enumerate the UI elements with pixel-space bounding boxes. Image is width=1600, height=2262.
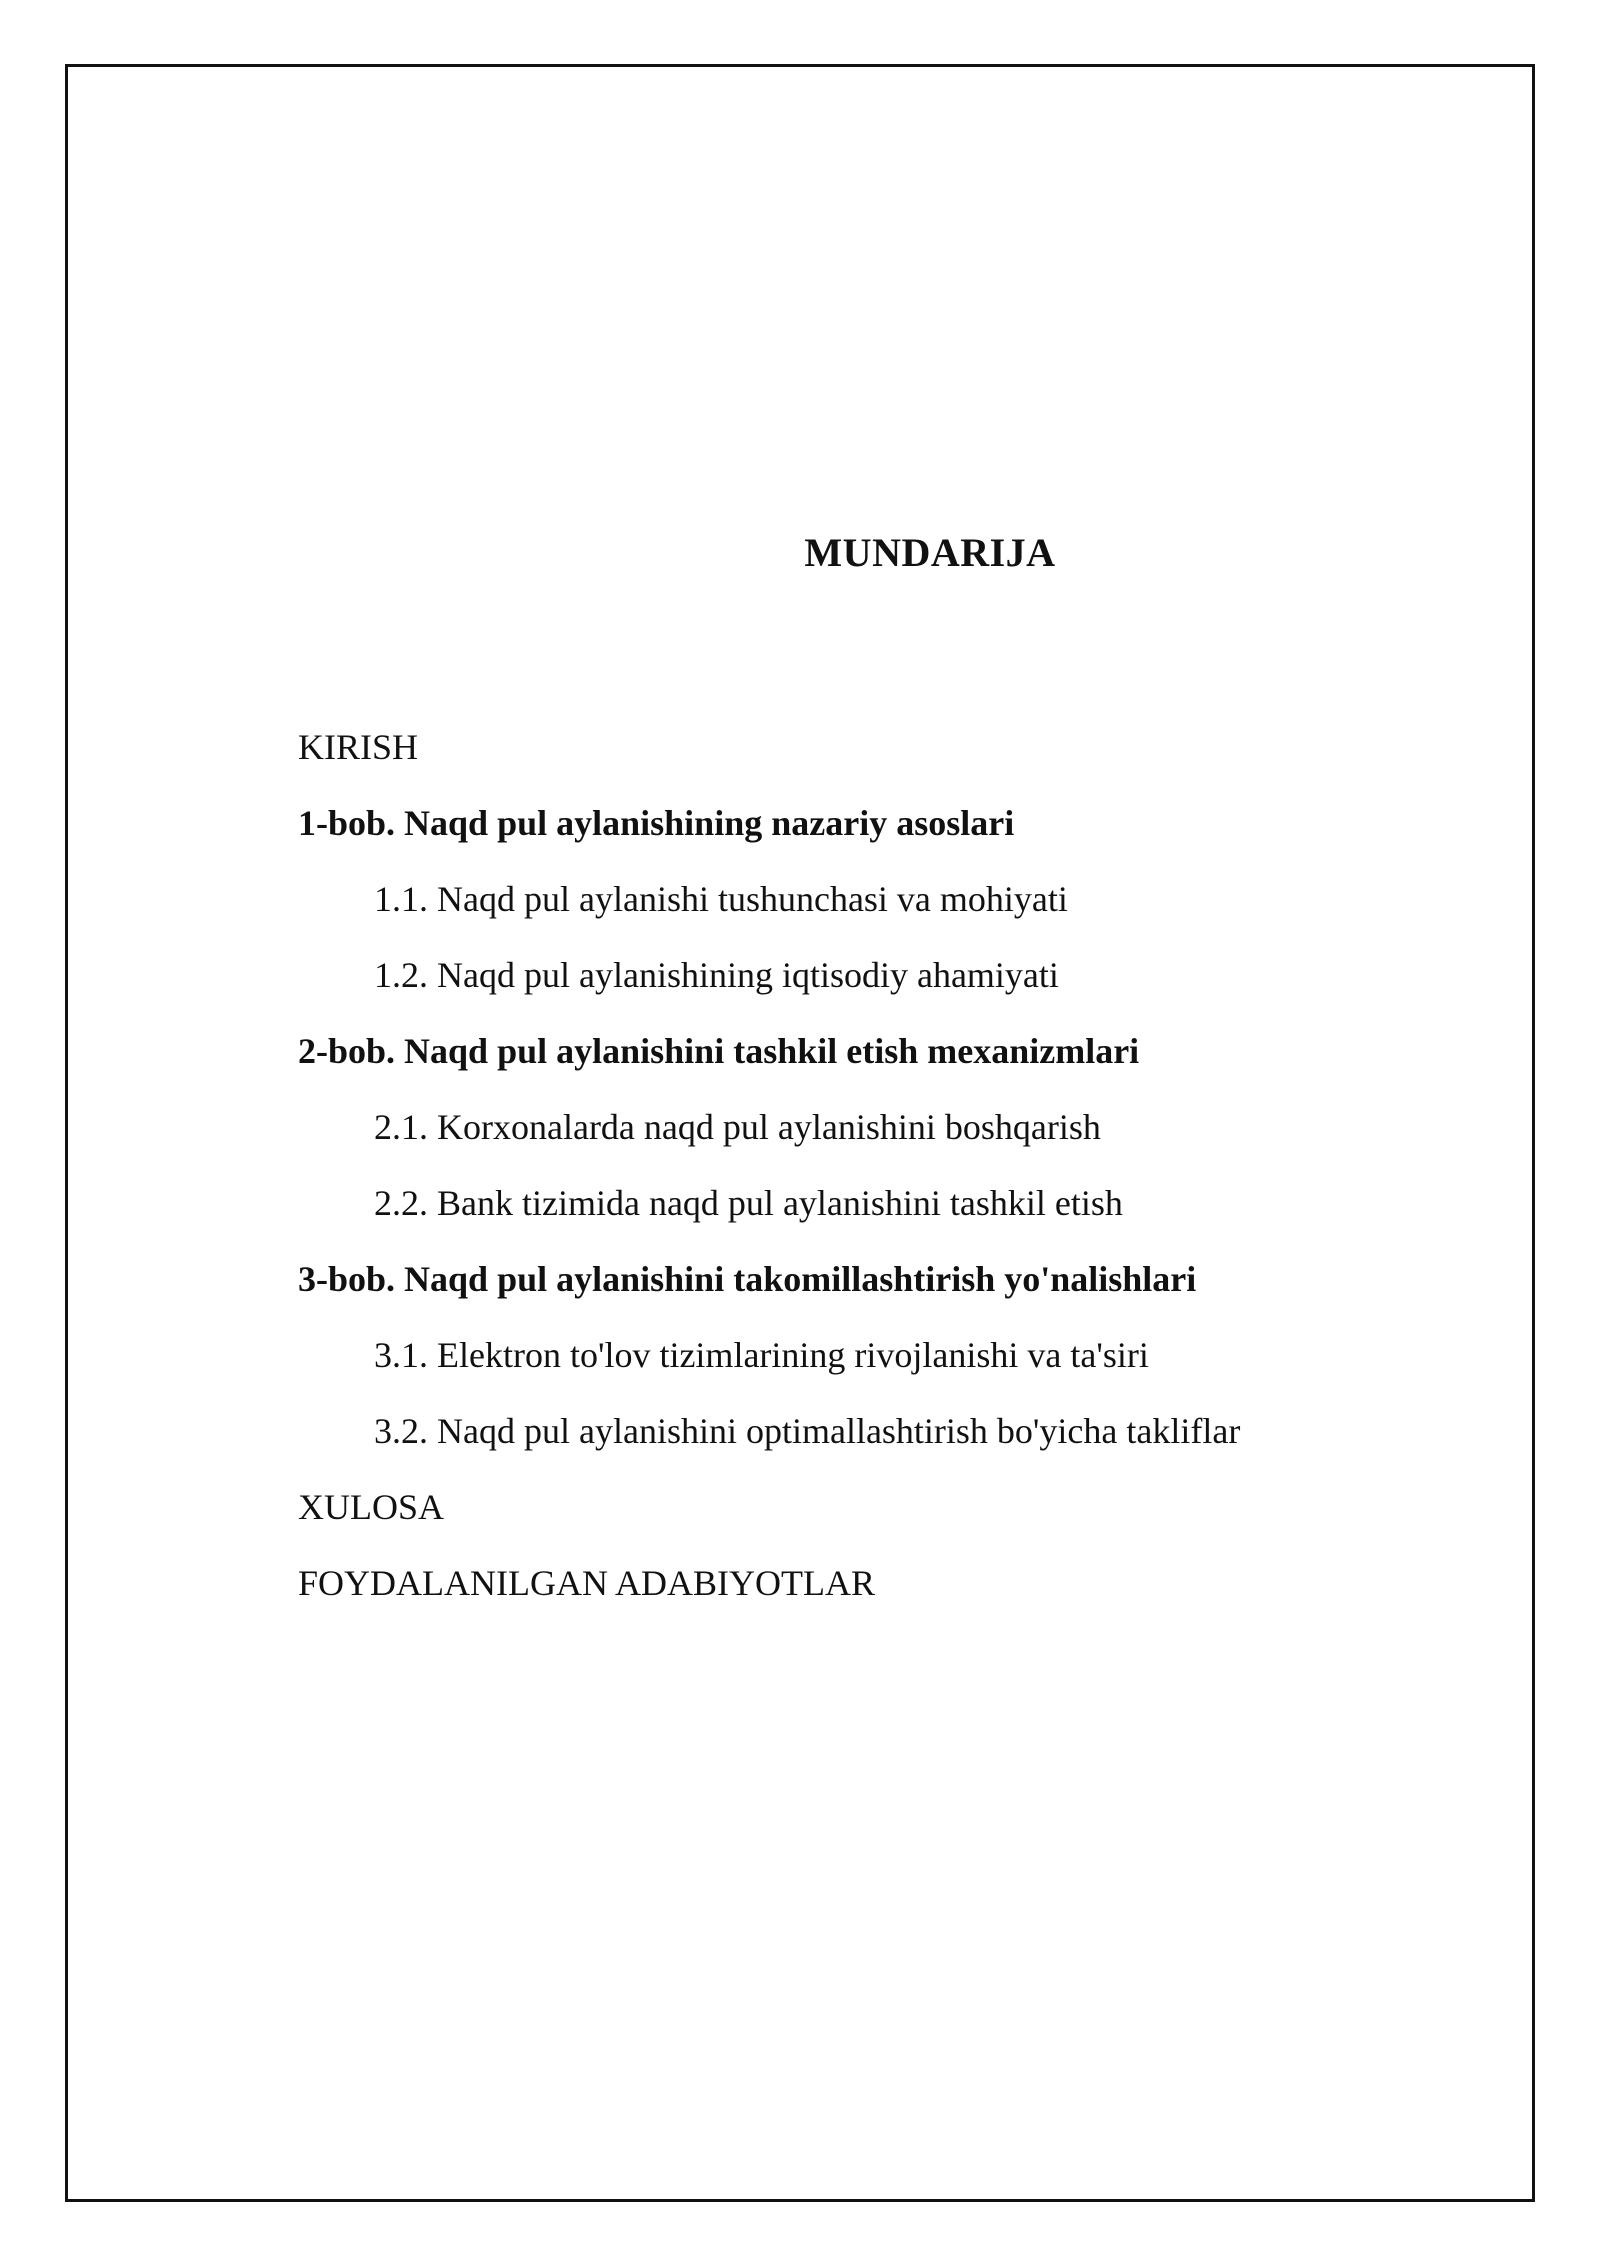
toc-section-2-2: 2.2. Bank tizimida naqd pul aylanishini tashkil etish (374, 1183, 1123, 1223)
toc-entry-conclusion: XULOSA (298, 1487, 445, 1527)
page-title: MUNDARIJA (804, 530, 1056, 575)
toc-entry-introduction: KIRISH (298, 727, 419, 767)
toc-section-3-1: 3.1. Elektron to'lov tizimlarining rivojlanishi va ta'siri (374, 1335, 1149, 1375)
toc-chapter-3: 3-bob. Naqd pul aylanishini takomillashtirish yo'nalishlari (298, 1259, 1197, 1299)
toc-section-1-1: 1.1. Naqd pul aylanishi tushunchasi va mohiyati (374, 879, 1068, 919)
toc-chapter-2: 2-bob. Naqd pul aylanishini tashkil etish mexanizmlari (298, 1031, 1140, 1071)
table-of-contents (298, 709, 1240, 1621)
toc-entry-references: FOYDALANILGAN ADABIYOTLAR (298, 1563, 875, 1603)
toc-section-1-2: 1.2. Naqd pul aylanishining iqtisodiy ahamiyati (374, 955, 1059, 995)
toc-chapter-1: 1-bob. Naqd pul aylanishining nazariy asoslari (298, 803, 1015, 843)
toc-section-3-2: 3.2. Naqd pul aylanishini optimallashtirish bo'yicha takliflar (374, 1411, 1241, 1451)
page-border (65, 64, 1535, 2202)
toc-section-2-1: 2.1. Korxonalarda naqd pul aylanishini boshqarish (374, 1107, 1101, 1147)
